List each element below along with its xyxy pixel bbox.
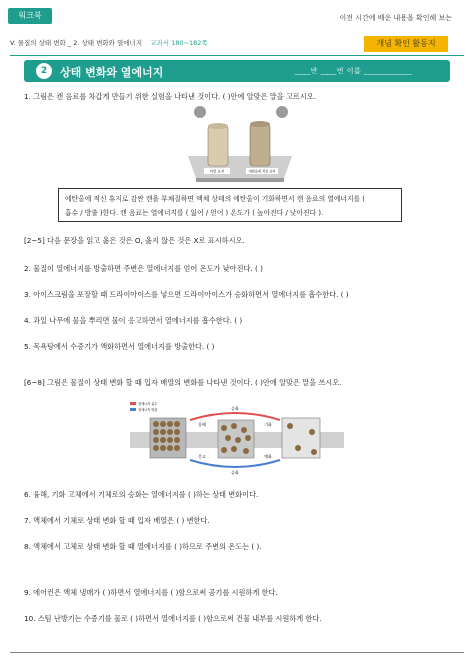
instructions-6-8: [6~8] 그림은 물질이 상태 변화 할 때 입자 배열의 변화를 나타낸 것이다. ( )안에 알맞은 말을 쓰시오. [24,378,342,387]
question-3: 3. 아이스크림을 포장할 때 드라이아이스를 넣으면 드라이아이스가 승화하면서 열에너지를 흡수한다. ( ) [24,290,349,299]
section-title: 상태 변화와 열에너지 [60,66,164,79]
label-vaporizing: 기화 [264,422,272,427]
figure-label-right: 에탄올에 적신 표지 [248,169,276,174]
question-1: 1. 그림은 캔 음료를 차갑게 만들기 위한 실험을 나타낸 것이다. ( )안에 알맞은 말을 고르시오. [24,92,317,101]
instructions-2-5: [2~5] 다음 문장을 읽고 옳은 것은 O, 옳지 않은 것은 X로 표시하시오. [24,236,245,245]
answer-box-line-2: 흡수 / 방출 )한다. 캔 음료는 열에너지를 ( 잃어 / 얻어 ) 온도가 ( 높아진다 / 낮아진다 ). [65,209,324,217]
question-5: 5. 목욕탕에서 수증기가 액화하면서 열에너지를 방출한다. ( ) [24,342,215,351]
label-sublimation-top: 승화 [231,406,239,411]
question-6: 6. 융해, 기화 고체에서 기체로의 승화는 열에너지를 ( )하는 상태 변화이다. [24,490,259,499]
question-2: 2. 물질이 열에너지를 방출하면 주변은 열에너지를 얻어 온도가 낮아진다. ( ) [24,264,263,273]
label-melting: 융해 [198,422,206,427]
section-banner [24,60,450,82]
section-number: 2 [36,63,52,79]
workbook-tag: 워크북 [8,8,52,24]
top-note: 이전 시간에 배운 내용을 확인해 보는 [339,14,452,22]
unit-title: V. 물질의 상태 변화 _ 2. 상태 변화와 열에너지 [10,39,143,47]
unit-line [10,38,208,47]
question-4: 4. 과일 나무에 물을 뿌리면 물이 응고하면서 열에너지를 흡수한다. ( ) [24,316,243,325]
question-7: 7. 액체에서 기체로 상태 변화 할 때 입자 배열은 ( ) 변한다. [24,516,210,525]
question-8: 8. 액체에서 고체로 상태 변화 할 때 열에너지를 ( )하므로 주변의 온도는 ( ). [24,542,262,551]
state-change-diagram [130,402,344,478]
legend-absorb: 열에너지 흡수 [138,402,158,406]
footer-divider [10,652,464,653]
answer-box-line-1: 에탄올에 적신 휴지로 감싼 캔을 부채질하면 액체 상태의 에탄올이 기화하면서 캔 음료의 열에너지를 ( [65,195,365,203]
activity-badge: 개념 확인 활동지 [364,36,448,52]
figure-label-left: 이런 표지 [209,169,225,174]
label-condensing: 액화 [264,454,272,459]
textbook-pages: 교과서 180~182쪽 [150,39,208,47]
question-10: 10. 스팀 난방기는 수증기를 물로 ( )하면서 열에너지를 ( )함으로써 건물 내부를 시원하게 한다. [24,614,322,623]
label-sublimation-bottom: 승화 [231,470,239,475]
student-id-line: ____반 ____번 이름 ____________ [294,67,412,75]
legend-release: 열에너지 방출 [138,408,158,412]
question-9: 9. 에어컨은 액체 냉매가 ( )하면서 열에너지를 ( )함으로써 공기를 시원하게 한다. [24,588,278,597]
can-experiment-figure [180,104,300,186]
label-solidifying: 응고 [198,454,206,459]
header-divider [10,55,464,56]
answer-box [58,188,402,222]
